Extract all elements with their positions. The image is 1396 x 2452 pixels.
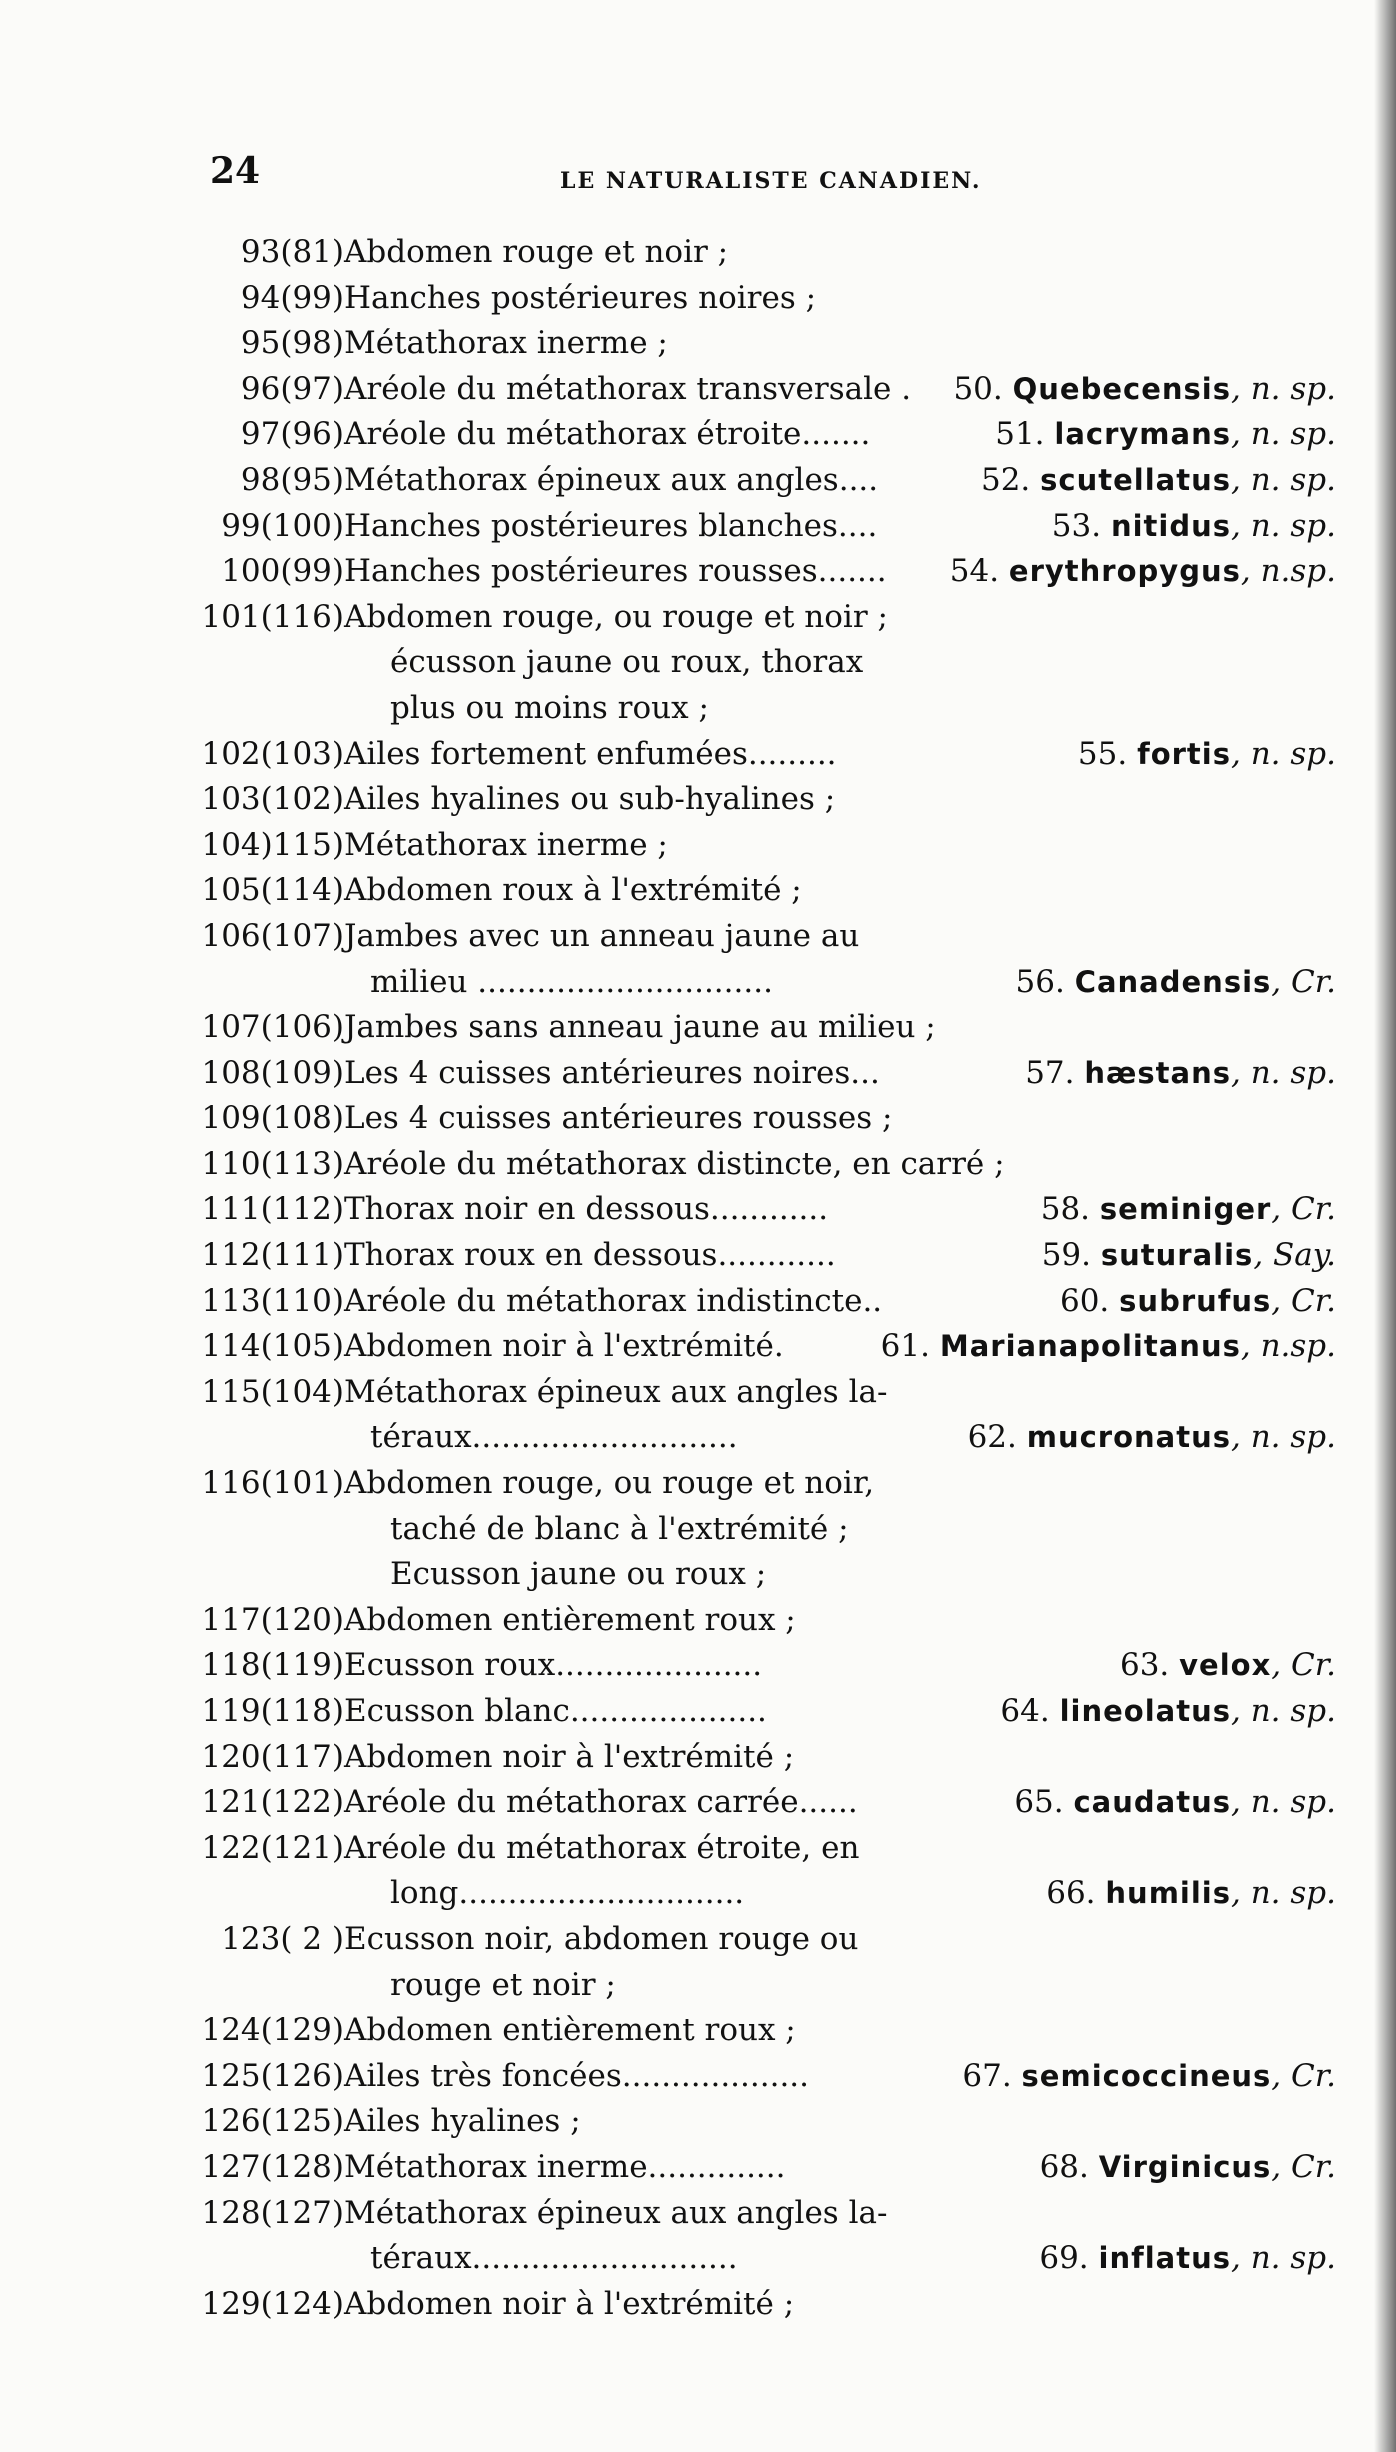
entry-text: rouge et noir ;: [390, 1966, 616, 2003]
entry-text: Ailes très foncées...................: [344, 2057, 809, 2094]
species-authority: , Cr.: [1271, 1647, 1336, 1684]
key-entry: [0, 1142, 1396, 1188]
species-number: 67.: [962, 2057, 1012, 2094]
entry-text: Métathorax épineux aux angles la-: [344, 1373, 888, 1410]
species-epithet: nitidus: [1110, 508, 1231, 543]
entry-text: Ecusson jaune ou roux ;: [390, 1556, 767, 1593]
species-epithet: suturalis: [1100, 1238, 1254, 1273]
key-entry: [0, 777, 1396, 823]
entry-number: 114(105): [201, 1328, 344, 1365]
key-entry: [0, 1689, 1396, 1735]
species-number: 51.: [995, 416, 1045, 453]
entry-number: 105(114): [201, 872, 344, 909]
species-epithet: inflatus: [1098, 2241, 1231, 2276]
journal-title: LE NATURALISTE CANADIEN.: [560, 168, 982, 194]
species-authority: , Say.: [1253, 1237, 1336, 1274]
key-entry: [0, 595, 1396, 641]
entry-text: Abdomen rouge, ou rouge et noir,: [344, 1465, 875, 1502]
species-number: 56.: [1015, 963, 1065, 1000]
key-entry: [0, 1461, 1396, 1507]
key-entry: [0, 823, 1396, 869]
entry-text: Ecusson blanc....................: [344, 1693, 767, 1729]
entry-text: Ailes hyalines ;: [344, 2103, 581, 2140]
entry-number: 103(102): [201, 781, 344, 818]
species-authority: , n. sp.: [1231, 1693, 1336, 1729]
entry-text: écusson jaune ou roux, thorax: [390, 644, 864, 681]
entry-text: Aréole du métathorax étroite.......: [344, 416, 871, 453]
entry-number: 99(100): [221, 507, 344, 544]
species-name: [1041, 1187, 1336, 1233]
species-number: 69.: [1039, 2240, 1089, 2277]
key-entry: [0, 1051, 1396, 1097]
entry-number: 127(128): [201, 2148, 344, 2185]
species-authority: , n. sp.: [1231, 461, 1336, 498]
entry-text: Métathorax inerme ;: [344, 826, 668, 863]
species-name: [1039, 2236, 1336, 2282]
species-authority: , Cr.: [1271, 1282, 1336, 1319]
entry-number: 113(110): [201, 1282, 344, 1319]
entry-text: Thorax roux en dessous............: [344, 1237, 836, 1274]
entry-number: 111(112): [201, 1191, 344, 1228]
key-entry: [0, 230, 1396, 276]
species-name: [950, 549, 1336, 595]
entry-text: Métathorax inerme..............: [344, 2148, 786, 2185]
species-number: 50.: [953, 370, 1003, 407]
entry-text: milieu ..............................: [370, 963, 773, 1000]
species-authority: , n. sp.: [1231, 370, 1336, 407]
species-epithet: erythropygus: [1008, 554, 1241, 589]
entry-text: long.............................: [390, 1875, 745, 1912]
key-entry: [0, 2054, 1396, 2100]
key-entry: [0, 1324, 1396, 1370]
entry-text: Jambes sans anneau jaune au milieu ;: [344, 1009, 936, 1046]
key-entry: [0, 1187, 1396, 1233]
entry-number: 95(98): [240, 325, 344, 362]
page-number: 24: [210, 150, 261, 192]
species-epithet: mucronatus: [1026, 1420, 1231, 1455]
species-number: 61.: [880, 1328, 930, 1365]
species-name: [981, 458, 1336, 504]
entry-number: 117(120): [201, 1601, 344, 1638]
key-entry: [0, 1643, 1396, 1689]
entry-number: 102(103): [201, 735, 344, 772]
species-authority: , n. sp.: [1231, 1054, 1336, 1091]
species-number: 63.: [1119, 1647, 1170, 1684]
species-name: [1000, 1689, 1336, 1735]
entry-number: 93(81): [240, 234, 344, 270]
entry-text: Abdomen rouge, ou rouge et noir ;: [344, 598, 888, 635]
entry-text: Abdomen noir à l'extrémité.: [344, 1328, 784, 1365]
entry-text: Abdomen roux à l'extrémité ;: [344, 872, 802, 909]
entry-number: 106(107): [201, 917, 344, 954]
key-entry: [0, 732, 1396, 778]
entry-number: 101(116): [201, 598, 344, 635]
key-entry: [0, 2282, 1396, 2328]
key-entry: [0, 640, 1396, 686]
entry-text: Abdomen rouge et noir ;: [344, 234, 729, 270]
species-epithet: lineolatus: [1059, 1694, 1231, 1728]
species-authority: , n. sp.: [1231, 1419, 1336, 1456]
entry-text: Les 4 cuisses antérieures rousses ;: [344, 1100, 893, 1137]
entry-number: 121(122): [201, 1784, 344, 1821]
species-name: [1120, 1643, 1336, 1689]
species-epithet: Canadensis: [1074, 964, 1272, 999]
species-name: [968, 1415, 1336, 1461]
species-authority: , n. sp.: [1231, 507, 1336, 544]
page-header: [210, 150, 1336, 210]
key-entry: [0, 1552, 1396, 1598]
entry-text: Thorax noir en dessous............: [344, 1191, 829, 1228]
entry-text: Ecusson noir, abdomen rouge ou: [344, 1920, 859, 1957]
entry-text: téraux...........................: [370, 2240, 738, 2277]
key-entry: [0, 2145, 1396, 2191]
species-name: [1078, 732, 1336, 778]
species-name: [1014, 1780, 1336, 1826]
key-entry: [0, 1598, 1396, 1644]
key-entry: [0, 1507, 1396, 1553]
species-authority: , n. sp.: [1231, 735, 1336, 772]
species-epithet: scutellatus: [1040, 462, 1231, 497]
key-entry: [0, 686, 1396, 732]
entry-number: 104)115): [201, 826, 344, 863]
key-entry: [0, 1871, 1396, 1917]
species-epithet: seminiger: [1099, 1192, 1272, 1227]
key-entry: [0, 1735, 1396, 1781]
entry-text: Métathorax inerme ;: [344, 325, 668, 362]
entry-text: Abdomen noir à l'extrémité ;: [344, 1738, 795, 1775]
key-entry: [0, 1780, 1396, 1826]
entry-text: Hanches postérieures noires ;: [344, 279, 817, 316]
species-name: [881, 1324, 1336, 1370]
key-entry: [0, 868, 1396, 914]
entry-number: 97(96): [240, 416, 344, 453]
species-name: [1046, 1871, 1336, 1917]
entry-number: 125(126): [201, 2057, 344, 2094]
species-epithet: subrufus: [1119, 1283, 1272, 1318]
species-epithet: velox: [1179, 1648, 1272, 1683]
species-authority: , n. sp.: [1231, 416, 1336, 453]
key-entry: [0, 960, 1396, 1006]
entry-text: Aréole du métathorax transversale .: [344, 370, 912, 407]
species-name: [962, 2054, 1336, 2100]
species-epithet: hæstans: [1084, 1055, 1231, 1090]
key-entry: [0, 458, 1396, 504]
species-name: [1040, 2145, 1336, 2191]
species-name: [1025, 1051, 1336, 1097]
species-epithet: caudatus: [1073, 1785, 1231, 1820]
key-entry: [0, 1826, 1396, 1872]
species-name: [1016, 960, 1336, 1006]
entry-text: Aréole du métathorax carrée......: [344, 1784, 858, 1821]
entry-text: plus ou moins roux ;: [390, 689, 709, 726]
species-authority: , n. sp.: [1231, 1875, 1336, 1912]
species-name: [995, 412, 1336, 458]
species-epithet: fortis: [1137, 736, 1231, 771]
entry-number: 126(125): [201, 2103, 344, 2140]
entry-number: 108(109): [201, 1054, 344, 1091]
entry-number: 112(111): [201, 1237, 344, 1274]
species-number: 52.: [980, 461, 1031, 498]
species-number: 58.: [1040, 1191, 1091, 1228]
species-number: 55.: [1077, 735, 1128, 772]
key-entry: [0, 321, 1396, 367]
species-authority: , Cr.: [1271, 2057, 1336, 2094]
entry-text: Aréole du métathorax indistincte..: [344, 1282, 883, 1319]
species-number: 66.: [1046, 1875, 1096, 1912]
species-authority: , Cr.: [1271, 2148, 1336, 2185]
key-entry: [0, 2191, 1396, 2237]
entry-text: taché de blanc à l'extrémité ;: [390, 1510, 849, 1547]
entry-number: 116(101): [201, 1465, 344, 1502]
species-number: 62.: [967, 1419, 1017, 1456]
entry-number: 128(127): [201, 2194, 344, 2231]
key-entry: [0, 1005, 1396, 1051]
entry-number: 100(99): [221, 553, 344, 590]
species-number: 59.: [1041, 1237, 1092, 1274]
entry-number: 96(97): [240, 370, 344, 407]
species-epithet: Marianapolitanus: [939, 1329, 1241, 1364]
key-entry: [0, 1917, 1396, 1963]
species-number: 53.: [1051, 507, 1102, 544]
entry-number: 115(104): [201, 1373, 344, 1410]
entry-number: 118(119): [201, 1647, 344, 1684]
species-number: 65.: [1014, 1784, 1064, 1821]
entry-number: 119(118): [201, 1693, 344, 1729]
entry-text: Métathorax épineux aux angles....: [344, 461, 879, 498]
species-authority: , Cr.: [1271, 1191, 1336, 1228]
entry-text: Ecusson roux.....................: [344, 1647, 763, 1684]
species-authority: , n.sp.: [1240, 553, 1336, 590]
entry-number: 107(106): [201, 1009, 344, 1046]
entry-number: 129(124): [201, 2285, 344, 2322]
species-number: 68.: [1039, 2148, 1089, 2185]
species-authority: , n. sp.: [1231, 1784, 1336, 1821]
species-epithet: humilis: [1105, 1876, 1231, 1911]
species-name: [1060, 1279, 1336, 1325]
key-entry: [0, 504, 1396, 550]
key-entry: [0, 1096, 1396, 1142]
species-number: 60.: [1059, 1282, 1110, 1319]
entry-text: Métathorax épineux aux angles la-: [344, 2194, 888, 2231]
entry-text: Aréole du métathorax étroite, en: [344, 1829, 860, 1866]
key-entry: [0, 2236, 1396, 2282]
entry-number: 120(117): [201, 1738, 344, 1775]
entry-text: Abdomen entièrement roux ;: [344, 2012, 796, 2049]
key-entry: [0, 2099, 1396, 2145]
species-number: 57.: [1025, 1054, 1075, 1091]
entry-number: 109(108): [201, 1100, 344, 1137]
entry-text: Jambes avec un anneau jaune au: [344, 917, 860, 954]
entry-number: 124(129): [201, 2012, 344, 2049]
species-name: [1052, 504, 1336, 550]
key-entry: [0, 412, 1396, 458]
entry-number: 94(99): [240, 279, 344, 316]
entry-text: Abdomen entièrement roux ;: [344, 1601, 796, 1638]
key-entry: [0, 549, 1396, 595]
entry-number: 123( 2 ): [221, 1920, 344, 1957]
species-epithet: Quebecensis: [1012, 371, 1231, 406]
key-entry: [0, 1415, 1396, 1461]
key-entry: [0, 1279, 1396, 1325]
species-epithet: lacrymans: [1054, 417, 1231, 452]
entry-text: Ailes fortement enfumées.........: [344, 735, 837, 772]
key-entry: [0, 367, 1396, 413]
entry-number: 110(113): [201, 1145, 344, 1182]
species-name: [1042, 1233, 1336, 1279]
key-entry: [0, 1963, 1396, 2009]
entry-text: Hanches postérieures rousses.......: [344, 553, 887, 590]
species-epithet: Virginicus: [1098, 2149, 1272, 2184]
entry-number: 122(121): [201, 1829, 344, 1866]
species-number: 64.: [1000, 1693, 1050, 1729]
entry-text: téraux...........................: [370, 1419, 738, 1456]
key-entry: [0, 1370, 1396, 1416]
species-authority: , n. sp.: [1231, 2240, 1336, 2277]
species-epithet: semicoccineus: [1021, 2058, 1272, 2093]
entry-text: Abdomen noir à l'extrémité ;: [344, 2285, 795, 2322]
key-entries: [0, 230, 1396, 2327]
species-authority: , n.sp.: [1240, 1328, 1336, 1365]
entry-text: Ailes hyalines ou sub-hyalines ;: [344, 781, 836, 818]
key-entry: [0, 914, 1396, 960]
key-entry: [0, 276, 1396, 322]
key-entry: [0, 1233, 1396, 1279]
key-entry: [0, 2008, 1396, 2054]
entry-text: Aréole du métathorax distincte, en carré ;: [344, 1145, 1005, 1182]
species-number: 54.: [949, 553, 1000, 590]
species-authority: , Cr.: [1271, 963, 1336, 1000]
entry-text: Hanches postérieures blanches....: [344, 507, 878, 544]
species-name: [953, 367, 1336, 413]
entry-number: 98(95): [240, 461, 344, 498]
entry-text: Les 4 cuisses antérieures noires...: [344, 1054, 880, 1091]
